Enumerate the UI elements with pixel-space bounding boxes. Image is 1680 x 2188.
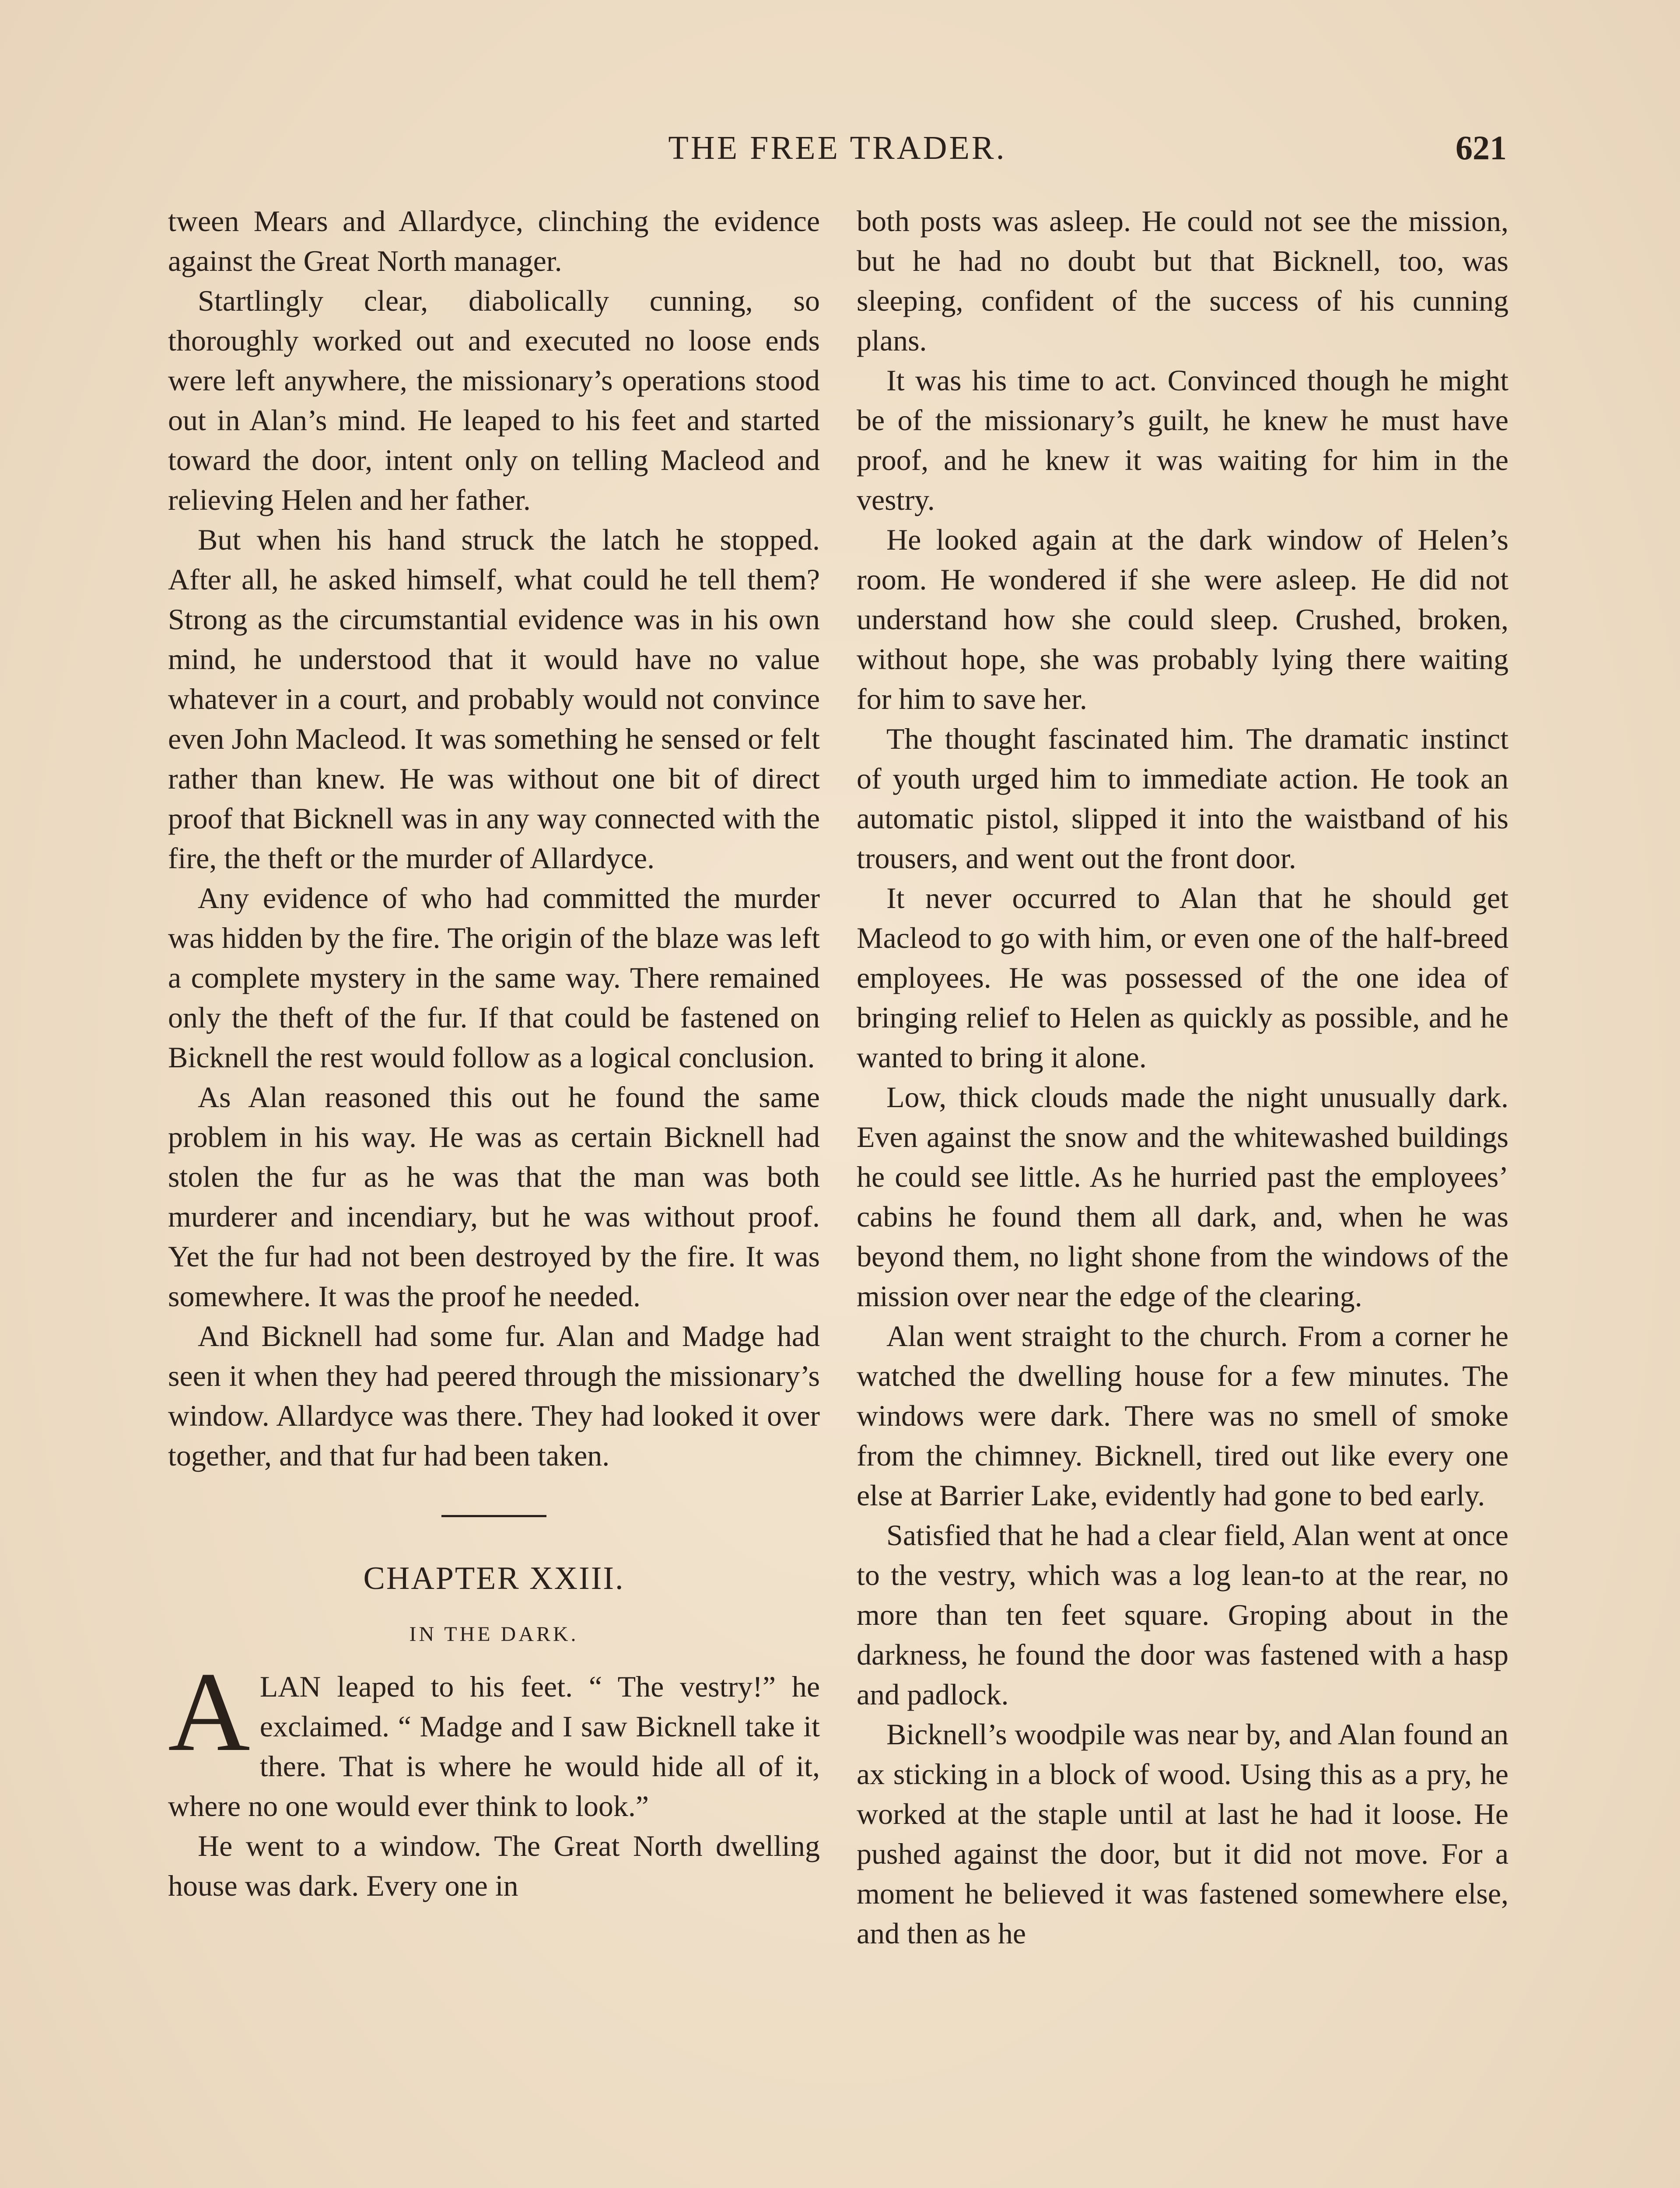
- page-header: [168, 126, 1507, 174]
- paragraph: And Bicknell had some fur. Alan and Madge had seen it when they had peered through the missionary’s window. Allardyce was there. They had looked it over together, and that fur had been taken.: [168, 1319, 820, 1472]
- paragraph: As Alan reasoned this out he found the same problem in his way. He was as certain Bicknell had stolen the fur as he was that the man was both murderer and incendiary, but he was without proof. Yet the fur had not been destroyed by the fire. It was somewhere. It was the proof he needed.: [168, 1080, 820, 1313]
- paragraph: both posts was asleep. He could not see the mission, but he had no doubt but that Bicknell, too, was sleeping, confident of the success of his cunning plans.: [857, 204, 1508, 357]
- chapter-opening-paragraph: [168, 1649, 820, 1826]
- paragraph: He looked again at the dark window of Helen’s room. He wondered if she were asleep. He did not understand how she could sleep. Crushed, broken, without hope, she was probably lying there waiting for him to save her.: [857, 523, 1508, 715]
- paragraph: But when his hand struck the latch he stopped. After all, he asked himself, what could he tell them? Strong as the circumstantial evidence was in his own mind, he understood that it would have no value whatever in a court, and probably would not convince even John Macleod. It was something he sensed or felt rather than knew. He was without one bit of direct proof that Bicknell was in any way connected with the fire, the theft or the murder of Allardyce.: [168, 523, 820, 875]
- paragraph: It never occurred to Alan that he should get Macleod to go with him, or even one of the half-breed employees. He was possessed of the one idea of bringing relief to Helen as quickly as possible, and he wanted to bring it alone.: [857, 881, 1508, 1074]
- paragraph: Any evidence of who had committed the murder was hidden by the fire. The origin of the blaze was left a complete mystery in the same way. There remained only the theft of the fur. If that could be fastened on Bicknell the rest would follow as a logical conclusion.: [168, 881, 820, 1074]
- paragraph: Alan went straight to the church. From a corner he watched the dwelling house for a few minutes. The windows were dark. There was no smell of smoke from the chimney. Bicknell, tired out like every one else at Barrier Lake, evidently had gone to bed early.: [857, 1319, 1508, 1512]
- drop-cap: A: [168, 1649, 250, 1775]
- paragraph-text: LAN leaped to his feet. “ The vestry!” he exclaimed. “ Madge and I saw Bicknell take it there. That is where he would hide all of it, where no one would ever think to look.”: [168, 1670, 820, 1823]
- paragraph: He went to a window. The Great North dwelling house was dark. Every one in: [168, 1829, 820, 1902]
- paragraph: It was his time to act. Convinced though he might be of the missionary’s guilt, he knew he must have proof, and he knew it was waiting for him in the vestry.: [857, 364, 1508, 516]
- left-column: [168, 201, 820, 1906]
- chapter-subtitle: IN THE DARK.: [409, 1623, 579, 1646]
- paragraph: Satisfied that he had a clear field, Alan went at once to the vestry, which was a log lean-to at the rear, no more than ten feet square. Groping about in the darkness, he found the door was fastened with a hasp and padlock.: [857, 1518, 1508, 1711]
- paragraph: Startlingly clear, diabolically cunning, so thoroughly worked out and executed no loose ends were left anywhere, the missionary’s operations stood out in Alan’s mind. He leaped to his feet and started toward the door, intent only on telling Macleod and relieving Helen and her father.: [168, 284, 820, 516]
- paragraph: The thought fascinated him. The dramatic instinct of youth urged him to immediate action. He took an automatic pistol, slipped it into the waistband of his trousers, and went out the front door.: [857, 722, 1508, 875]
- chapter-title: CHAPTER XXIII.: [363, 1560, 625, 1596]
- section-divider: [441, 1515, 546, 1517]
- paragraph: tween Mears and Allardyce, clinching the evidence against the Great North manager.: [168, 204, 820, 277]
- right-column: [857, 201, 1508, 1953]
- paragraph: Low, thick clouds made the night unusually dark. Even against the snow and the whitewashed buildings he could see little. As he hurried past the employees’ cabins he found them all dark, and, when he was beyond them, no light shone from the windows of the mission over near the edge of the clearing.: [857, 1080, 1508, 1313]
- running-title: THE FREE TRADER.: [668, 130, 1007, 166]
- page-number: 621: [1456, 129, 1507, 167]
- paragraph: Bicknell’s woodpile was near by, and Alan found an ax sticking in a block of wood. Using this as a pry, he worked at the staple until at last he had it loose. He pushed against the door, but it did not move. For a moment he believed it was fastened somewhere else, and then as he: [857, 1718, 1508, 1950]
